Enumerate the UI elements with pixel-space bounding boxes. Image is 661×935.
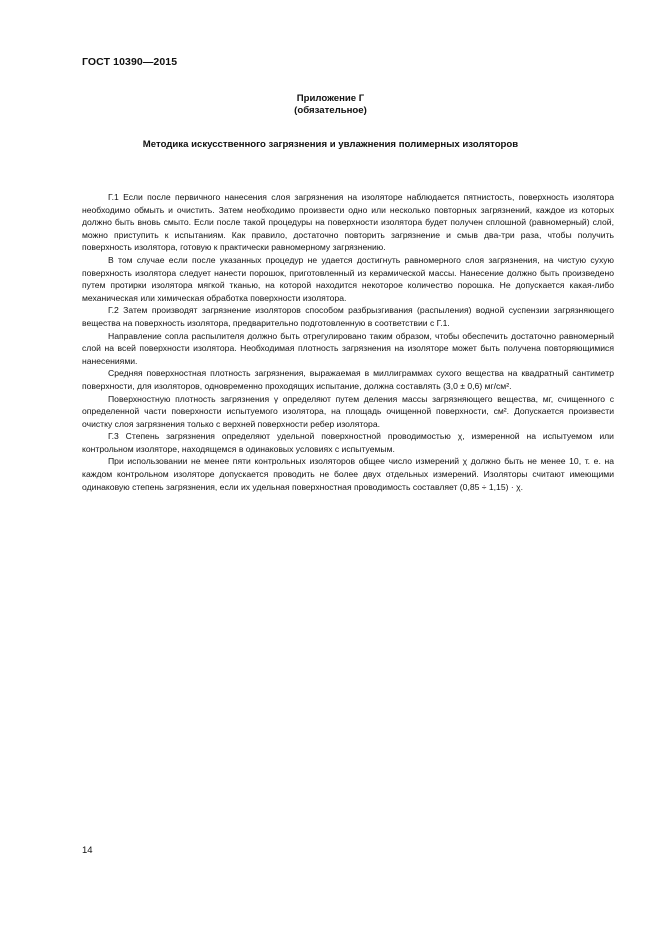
paragraph-powder: В том случае если после указанных процедур не удается достигнуть равномерного слоя загрязнения, на чистую сухую поверхность изолятора следует нанести порошок, приготовленный из керамической массы. Нанесение должно быть произведено путем протирки изолятора мягкой тканью, на которой находится некоторое количество порошка. Не допускается какая-либо механическая или химическая обработка поверхности изолятора. [82, 254, 614, 303]
appendix-subtitle: (обязательное) [294, 105, 367, 116]
paragraph-nozzle: Направление сопла распылителя должно быть отрегулировано таким образом, чтобы обеспечить достаточно равномерный слой на всей поверхности изолятора. Необходимая плотность загрязнения на изоляторе может быть получена повторяющимися нанесениями. [82, 330, 614, 366]
page-number: 14 [82, 845, 93, 856]
paragraph-gamma: Поверхностную плотность загрязнения γ определяют путем деления массы загрязняющего вещества, мг, счищенного с определенной части поверхности испытуемого изолятора, на площадь очищенной поверхности, см². Допускается произвести очистку слоя загрязнения только с верхней поверхности ребер изолятора. [82, 393, 614, 429]
paragraph-density: Средняя поверхностная плотность загрязнения, выражаемая в миллиграммах сухого вещества на квадратный сантиметр поверхности, для изоляторов, одновременно проходящих испытание, должна составлять (3,0 ± 0,6) мг/см². [82, 368, 614, 391]
document-title: Методика искусственного загрязнения и увлажнения полимерных изоляторов [142, 139, 519, 150]
standard-header: ГОСТ 10390—2015 [82, 56, 178, 68]
appendix-title: Приложение Г [296, 93, 365, 104]
paragraph-g3: Г.3 Степень загрязнения определяют удельной поверхностной проводимостью χ, измеренной на испытуемом или контрольном изоляторе, находящемся в одинаковых условиях с испытуемым. [82, 431, 614, 454]
paragraph-g1: Г.1 Если после первичного нанесения слоя загрязнения на изоляторе наблюдается пятнистость, поверхность изолятора необходимо обмыть и очистить. Затем необходимо произвести одно или несколько повторных загрязнений, каждое из которых должно быть вновь смыто. Если после такой процедуры на поверхности изолятора будет получен сплошной (равномерный) слой, можно приступить к испытаниям. Как правило, достаточно повторить загрязнение и смыв два-три раза, чтобы получить поверхность изолятора, готовую к практически равномерному загрязнению. [82, 192, 614, 253]
document-body [82, 191, 614, 493]
paragraph-g2: Г.2 Затем производят загрязнение изоляторов способом разбрызгивания (распыления) водной суспензии загрязняющего вещества на поверхность изолятора, предварительно подготовленную в соответствии с Г.1. [82, 305, 614, 328]
paragraph-measurements: При использовании не менее пяти контрольных изоляторов общее число измерений χ должно быть не менее 10, т. е. на каждом контрольном изоляторе допускается проводить не более двух отдельных измерений. Изоляторы считают имеющими одинаковую степень загрязнения, если их удельная поверхностная проводимость составляет (0,85 ÷ 1,15) · χ. [82, 456, 614, 492]
